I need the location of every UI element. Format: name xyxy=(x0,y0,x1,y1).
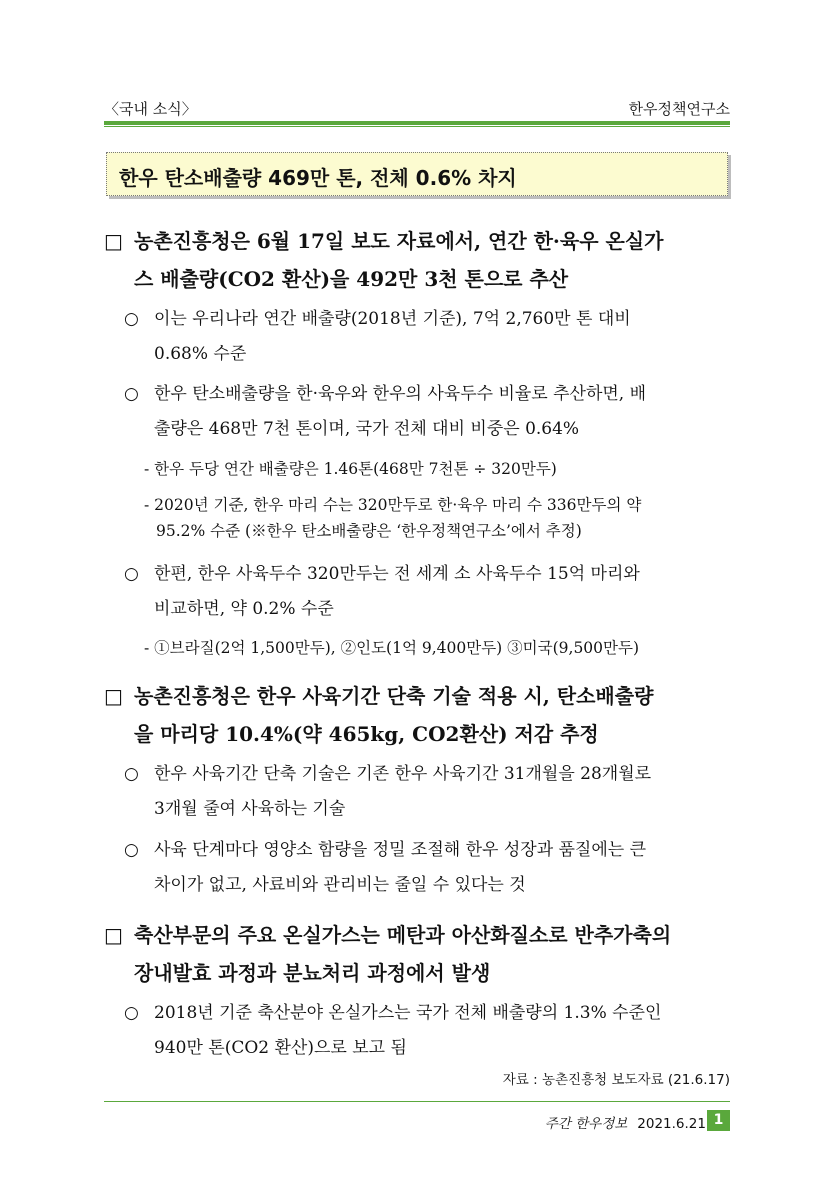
header-org-name: 한우정책연구소 xyxy=(628,100,730,118)
bullet-line1: 이는 우리나라 연간 배출량(2018년 기준), 7억 2,760만 톤 대비 xyxy=(154,309,631,329)
footer xyxy=(545,1112,706,1132)
section-1-dash-1 xyxy=(144,456,734,482)
section-1-line2: 스 배출량(CO2 환산)을 492만 3천 톤으로 추산 xyxy=(134,267,569,291)
bullet-line2: 차이가 없고, 사료비와 관리비는 줄일 수 있다는 것 xyxy=(154,875,526,895)
section-1-heading xyxy=(104,222,734,298)
header-divider xyxy=(104,121,730,125)
section-checkbox-icon: □ xyxy=(104,684,123,708)
bullet-line2: 출량은 468만 7천 톤이며, 국가 전체 대비 비중은 0.64% xyxy=(154,419,580,439)
bullet-line2: 비교하면, 약 0.2% 수준 xyxy=(154,599,334,619)
circle-bullet-icon: ○ xyxy=(124,384,139,404)
source-citation: 자료 : 농촌진흥청 보도자료 (21.6.17) xyxy=(502,1072,730,1088)
dash-line1: - 한우 두당 연간 배출량은 1.46톤(468만 7천톤 ÷ 320만두) xyxy=(144,460,557,478)
section-checkbox-icon: □ xyxy=(104,229,123,253)
section-2-line2: 을 마리당 10.4%(약 465kg, CO2환산) 저감 추정 xyxy=(134,722,599,746)
section-2-bullet-1 xyxy=(124,757,734,827)
article-title: 한우 탄소배출량 469만 톤, 전체 0.6% 차지 xyxy=(106,152,728,196)
circle-bullet-icon: ○ xyxy=(124,840,139,860)
section-3-line1: 축산부문의 주요 온실가스는 메탄과 아산화질소로 반추가축의 xyxy=(134,923,672,947)
section-1-bullet-1 xyxy=(124,302,734,372)
section-1-line1: 농촌진흥청은 6월 17일 보도 자료에서, 연간 한·육우 온실가 xyxy=(134,229,664,253)
page-number: 1 xyxy=(707,1110,730,1131)
dash-line2: 95.2% 수준 (※한우 탄소배출량은 ‘한우정책연구소’에서 추정) xyxy=(156,522,582,540)
bullet-line1: 한우 사육기간 단축 기술은 기존 한우 사육기간 31개월을 28개월로 xyxy=(154,764,652,784)
bullet-line2: 940만 톤(CO2 환산)으로 보고 됨 xyxy=(154,1038,407,1058)
bullet-line1: 2018년 기준 축산분야 온실가스는 국가 전체 배출량의 1.3% 수준인 xyxy=(154,1003,662,1023)
dash-line1: - 2020년 기준, 한우 마리 수는 320만두로 한·육우 마리 수 336만두의 약 xyxy=(144,496,642,514)
bullet-line1: 한편, 한우 사육두수 320만두는 전 세계 소 사육두수 15억 마리와 xyxy=(154,564,640,584)
section-3-heading xyxy=(104,916,734,992)
section-1-dash-2 xyxy=(144,492,734,544)
section-1-bullet-2 xyxy=(124,377,734,447)
bullet-line1: 사육 단계마다 영양소 함량을 정밀 조절해 한우 성장과 품질에는 큰 xyxy=(154,840,647,860)
section-2-bullet-2 xyxy=(124,833,734,903)
footer-publication: 주간 한우정보 xyxy=(544,1116,628,1132)
section-2-heading xyxy=(104,677,734,753)
circle-bullet-icon: ○ xyxy=(124,309,139,329)
section-2-line1: 농촌진흥청은 한우 사육기간 단축 기술 적용 시, 탄소배출량 xyxy=(134,684,654,708)
bullet-line2: 3개월 줄여 사육하는 기술 xyxy=(154,799,346,819)
section-1-bullet-3 xyxy=(124,557,734,627)
header-section-label: 〈국내 소식〉 xyxy=(104,100,197,118)
dash-line1: - ①브라질(2억 1,500만두), ②인도(1억 9,400만두) ③미국(9,500만두) xyxy=(144,639,640,657)
section-checkbox-icon: □ xyxy=(104,923,123,947)
footer-divider xyxy=(104,1101,730,1102)
circle-bullet-icon: ○ xyxy=(124,564,139,584)
circle-bullet-icon: ○ xyxy=(124,1003,139,1023)
section-1-dash-3 xyxy=(144,635,734,661)
bullet-line2: 0.68% 수준 xyxy=(154,344,247,364)
circle-bullet-icon: ○ xyxy=(124,764,139,784)
header-divider-thin xyxy=(104,126,730,127)
section-3-bullet-1 xyxy=(124,996,734,1066)
footer-date: 2021.6.21 xyxy=(637,1116,706,1132)
bullet-line1: 한우 탄소배출량을 한·육우와 한우의 사육두수 비율로 추산하면, 배 xyxy=(154,384,647,404)
section-3-line2: 장내발효 과정과 분뇨처리 과정에서 발생 xyxy=(134,961,491,985)
